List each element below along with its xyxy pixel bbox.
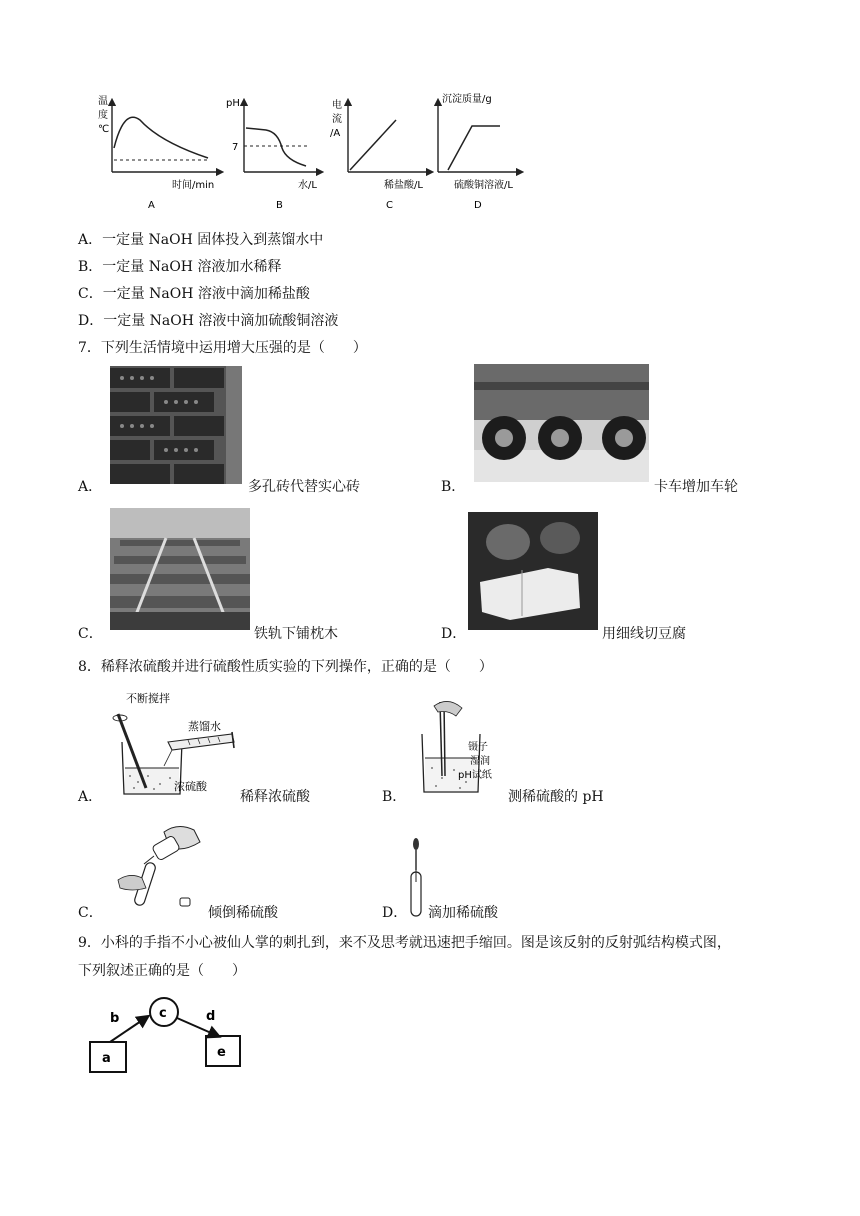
railway-sleepers-photo: [110, 508, 250, 630]
label-stir: 不断搅拌: [126, 692, 170, 705]
graph-b-letter: B: [276, 200, 283, 211]
tofu-cutting-photo: [468, 512, 598, 630]
q8-d-caption: 滴加稀硫酸: [428, 905, 498, 921]
q9-stem-1: 9．小科的手指不小心被仙人掌的刺扎到，来不及思考就迅速把手缩回。图是该反射的反射弧结构模式图，: [78, 935, 731, 951]
graph-b-xlabel: 水/L: [298, 180, 317, 191]
reflex-arc-diagram: [84, 990, 248, 1076]
label-tweezers: 镊子: [468, 742, 488, 753]
graph-d: [438, 92, 520, 211]
label-e: e: [217, 1045, 226, 1060]
graph-b-ylabel: pH: [226, 98, 240, 109]
label-d: d: [206, 1009, 216, 1024]
graph-a-xlabel: 时间/min: [172, 180, 215, 191]
label-c: c: [159, 1006, 167, 1021]
ph-test-diagram: [418, 696, 514, 798]
q8-b-letter: B．: [382, 789, 407, 805]
label-concentrated-acid: 浓硫酸: [174, 780, 207, 793]
graph-b: [226, 98, 320, 211]
dilution-diagram: [108, 690, 240, 800]
q6-option-c: C．一定量 NaOH 溶液中滴加稀盐酸: [78, 286, 310, 302]
graph-a-ylabel-1: 温: [98, 96, 108, 107]
graph-a: [98, 95, 220, 211]
q8-a-letter: A．: [78, 789, 103, 805]
graph-a-ylabel-2: 度: [98, 110, 108, 121]
graph-c-letter: C: [386, 200, 393, 211]
q8-stem: 8．稀释浓硫酸并进行硫酸性质实验的下列操作，正确的是（ ）: [78, 659, 493, 675]
graph-a-ylabel-3: ℃: [98, 124, 110, 135]
graph-c-ylabel-1: 电: [332, 100, 342, 111]
pouring-diagram: [114, 822, 206, 914]
q7-a-letter: A．: [78, 479, 103, 495]
q7-a-caption: 多孔砖代替实心砖: [248, 479, 360, 495]
porous-brick-photo: [110, 366, 242, 484]
graph-d-xlabel: 硫酸铜溶液/L: [454, 180, 513, 191]
q7-c-caption: 铁轨下铺枕木: [254, 626, 338, 642]
q6-graphs: [80, 88, 540, 214]
q7-d-caption: 用细线切豆腐: [602, 626, 686, 642]
graph-d-letter: D: [474, 200, 482, 211]
graph-c: [330, 98, 430, 211]
label-wet: 湿润: [470, 756, 490, 767]
q7-stem: 7．下列生活情境中运用增大压强的是（ ）: [78, 340, 367, 356]
q6-option-d: D．一定量 NaOH 溶液中滴加硫酸铜溶液: [78, 313, 339, 329]
graph-c-ylabel-3: /A: [330, 128, 341, 139]
q7-d-letter: D．: [441, 626, 467, 642]
q8-a-caption: 稀释浓硫酸: [240, 789, 310, 805]
graph-a-letter: A: [148, 200, 155, 211]
q7-c-letter: C．: [78, 626, 103, 642]
dropper-diagram: [404, 836, 428, 918]
graph-c-xlabel: 稀盐酸/L: [384, 180, 423, 191]
q7-b-letter: B．: [441, 479, 466, 495]
q6-option-a: A．一定量 NaOH 固体投入到蒸馏水中: [78, 232, 324, 248]
label-distilled-water: 蒸馏水: [188, 720, 221, 733]
label-ph-paper: pH试纸: [458, 770, 492, 781]
graph-c-ylabel-2: 流: [332, 114, 342, 125]
q9-stem-2: 下列叙述正确的是（ ）: [78, 963, 246, 979]
label-b: b: [110, 1011, 120, 1026]
q8-d-letter: D．: [382, 905, 408, 921]
label-a: a: [102, 1051, 111, 1066]
truck-wheels-photo: [474, 364, 649, 482]
graph-b-mark: 7: [232, 142, 239, 153]
graph-d-ylabel: 沉淀质量/g: [442, 94, 492, 105]
q8-b-caption: 测稀硫酸的 pH: [508, 789, 604, 805]
q7-b-caption: 卡车增加车轮: [654, 479, 738, 495]
q8-c-caption: 倾倒稀硫酸: [208, 905, 278, 921]
q6-option-b: B．一定量 NaOH 溶液加水稀释: [78, 259, 282, 275]
q8-c-letter: C．: [78, 905, 103, 921]
